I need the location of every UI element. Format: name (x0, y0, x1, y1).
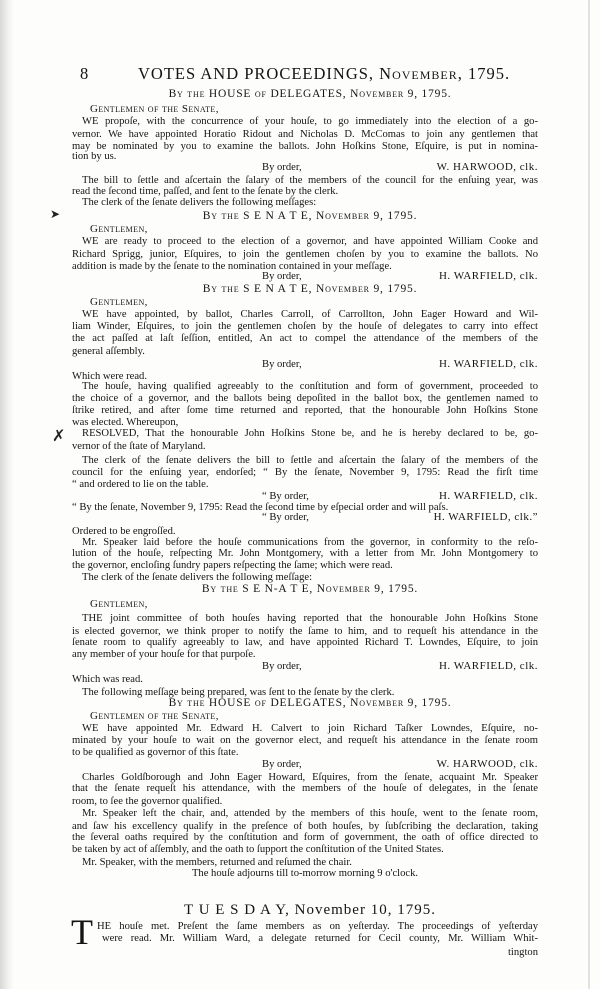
paragraph-line: WE have appointed, by ballot, Charles Carroll, of Carrollton, John Eager Howard and Wil- (82, 309, 538, 320)
signature-line (72, 660, 538, 673)
by-order-label: “ By order, (262, 512, 309, 523)
day-heading: T U E S D A Y, November 10, 1795. (184, 902, 436, 918)
message-heading: By the S E N A T E, November 9, 1795. (202, 210, 418, 222)
signature-line (72, 758, 538, 771)
clerk-signature: H. WARFIELD, clk. (438, 358, 538, 370)
drop-cap: T (71, 912, 93, 952)
clerk-signature: H. WARFIELD, clk. (438, 270, 538, 282)
paragraph-line: that the ſenate requeſt his attendance, with the members of the houſe of delegates, in the ſenate (72, 783, 538, 794)
paragraph-line: “ By the ſenate, November 9, 1795: Read the ſecond time by eſpecial order and will paſs. (72, 502, 449, 513)
scan-edge-right (588, 0, 590, 989)
catchword: tington (507, 947, 538, 958)
paragraph-line: the act paſſed at laſt ſeſſion, entitled, An act to compel the attendance of the members of the (72, 333, 538, 344)
by-order-label: By order, (262, 162, 302, 173)
clerk-signature: H. WARFIELD, clk.” (433, 511, 538, 523)
by-order-label: By order, (262, 661, 302, 672)
paragraph-line: general aſſembly. (72, 346, 145, 357)
paragraph-line: ſtrike retired, and after ſome time returned and reported, that the honourable John Hoſkins Stone (72, 405, 538, 416)
salutation: Gentlemen of the Senate, (90, 710, 219, 722)
margin-arrow-icon: ➤ (50, 207, 61, 221)
paragraph-line: to be qualified as governor of this ſtate. (72, 747, 239, 758)
paragraph-line: The clerk of the ſenate delivers the following meſſage: (82, 572, 313, 583)
paragraph-line: The clerk of the ſenate delivers the bill to ſettle and aſcertain the ſalary of the members of the (82, 455, 538, 466)
signature-line (72, 161, 538, 174)
paragraph-line: and ſaw his excellency qualify in the preſence of both houſes, by ſubſcribing the declaration, taking (72, 821, 538, 832)
paragraph-line: tion by us. (72, 151, 117, 162)
paragraph-line: vernor. We have appointed Horatio Ridout and Nicholas D. McComas to join any gentlemen that (72, 129, 538, 140)
paragraph-line: may be nominated by you to examine the ballots. John Hoſkins Stone, Eſquire, is put in nomina- (72, 141, 538, 152)
paragraph-line: read the ſecond time, paſſed, and ſent to the ſenate by the clerk. (72, 186, 339, 197)
margin-cross-mark-icon: ✗ (52, 428, 66, 445)
paragraph-line: WE propoſe, with the concurrence of your houſe, to go immediately into the election of a go- (82, 116, 538, 127)
message-heading: By the S E N A T E, November 9, 1795. (202, 283, 418, 295)
paragraph-line: vernor of the ſtate of Maryland. (72, 441, 206, 452)
paragraph-line: Richard Sprigg, junior, Eſquires, to join the gentlemen choſen by you to examine the ballots. No (72, 249, 538, 260)
paragraph-line: The houſe, having qualified agreeably to the conſtitution and form of government, proceeded to (82, 381, 538, 392)
paragraph-line: the ſeveral oaths required by the conſtitution and form of government, the oath of office directed to (72, 832, 538, 843)
page-number: 8 (80, 64, 90, 83)
by-order-label: “ By order, (262, 491, 309, 502)
paragraph-line: liam Winder, Eſquires, to join the gentlemen choſen by the houſe of delegates to carry into effect (72, 321, 538, 332)
paragraph-line: Charles Goldſborough and John Eager Howard, Eſquires, from the ſenate, acquaint Mr. Speaker (82, 772, 538, 783)
paragraph-line: Mr. Speaker left the chair, and, attended by the members of this houſe, went to the ſenate room, (82, 808, 538, 819)
paragraph-line: WE are ready to proceed to the election of a governor, and have appointed William Cooke and (82, 236, 538, 247)
message-heading: By the HOUSE of DELEGATES, November 9, 1795. (168, 697, 452, 709)
paragraph-line: THE joint committee of both houſes having reported that the honourable John Hoſkins Stone (82, 613, 538, 624)
paragraph-line: room, to ſee the governor qualified. (72, 796, 223, 807)
paragraph-line: addition is made by the ſenate to the nomination contained in your meſſage. (72, 261, 392, 272)
salutation: Gentlemen of the Senate, (90, 103, 219, 115)
paragraph-line: Which were read. (72, 371, 147, 382)
page-header (80, 64, 570, 86)
paragraph-line: be taken by act of aſſembly, and the oath to ſupport the conſtitution of the United States. (72, 844, 444, 855)
paragraph-line: council for the enſuing year, endorſed; “ By the ſenate, November 9, 1795: Read the firſt time (72, 467, 538, 478)
by-order-label: By order, (262, 271, 302, 282)
paragraph-line: The clerk of the ſenate delivers the following meſſages: (82, 197, 317, 208)
paragraph-line: the choice of a governor, and the ballots being depoſited in the ballot box, the gentlemen named to (72, 393, 538, 404)
clerk-signature: W. HARWOOD, clk. (436, 758, 538, 770)
by-order-label: By order, (262, 759, 302, 770)
paragraph-line: Ordered to be engroſſed. (72, 526, 176, 537)
paragraph-line: ſenate room to qualify agreeably to law, and have appointed Richard T. Lowndes, Eſquire, to join (72, 637, 538, 648)
paragraph-line: any member of your houſe for that purpoſe. (72, 649, 256, 660)
page-title: VOTES AND PROCEEDINGS, November, 1795. (138, 64, 511, 83)
clerk-signature: W. HARWOOD, clk. (436, 161, 538, 173)
clerk-signature: H. WARFIELD, clk. (438, 490, 538, 502)
paragraph-line: WE have appointed Mr. Edward H. Calvert to join Richard Taſker Lowndes, Eſquire, no- (82, 723, 538, 734)
paragraph-line: RESOLVED, That the honourable John Hoſkins Stone be, and he is hereby declared to be, go- (82, 428, 538, 439)
signature-line (72, 270, 538, 283)
message-heading: By the HOUSE of DELEGATES, November 9, 1795. (168, 88, 452, 100)
paragraph-line: The bill to ſettle and aſcertain the ſalary of the members of the council for the enſuing year, was (82, 175, 538, 186)
paragraph-line: the governor, encloſing ſundry papers reſpecting the ſame; which were read. (72, 560, 393, 571)
paragraph-line: is elected governor, we think proper to notify the ſame to him, and to requeſt his attendance in the (72, 626, 538, 637)
paragraph-line: Mr. Speaker, with the members, returned and reſumed the chair. (82, 857, 352, 868)
signature-line (72, 511, 538, 524)
paragraph-line: HE houſe met. Preſent the ſame members as on yeſterday. The proceedings of yeſterday (97, 921, 538, 932)
salutation: Gentlemen, (90, 223, 148, 235)
paragraph-line: The houſe adjourns till to-morrow morning 9 o'clock. (191, 868, 419, 879)
paragraph-line: were read. Mr. William Ward, a delegate returned for Cecil county, Mr. William Whit- (102, 933, 538, 944)
message-heading: By the S E N-A T E, November 9, 1795. (201, 583, 419, 595)
paragraph-line: was elected. Whereupon, (72, 417, 179, 428)
paragraph-line: lution of the houſe, reſpecting Mr. John Montgomery, with a letter from Mr. John Montgomery to (72, 548, 538, 559)
paragraph-line: “ and ordered to lie on the table. (72, 479, 209, 490)
paragraph-line: minated by your houſe to wait on the governor elect, and requeſt his attendance in the ſenate room (72, 735, 538, 746)
salutation: Gentlemen, (90, 598, 148, 610)
clerk-signature: H. WARFIELD, clk. (438, 660, 538, 672)
salutation: Gentlemen, (90, 296, 148, 308)
by-order-label: By order, (262, 359, 302, 370)
paragraph-line: Mr. Speaker laid before the houſe communications from the governor, in conformity to the reſo- (82, 537, 538, 548)
paragraph-line: Which was read. (72, 674, 143, 685)
scan-edge-left (0, 0, 14, 989)
paragraph-line: The following meſſage being prepared, was ſent to the ſenate by the clerk. (82, 687, 395, 698)
